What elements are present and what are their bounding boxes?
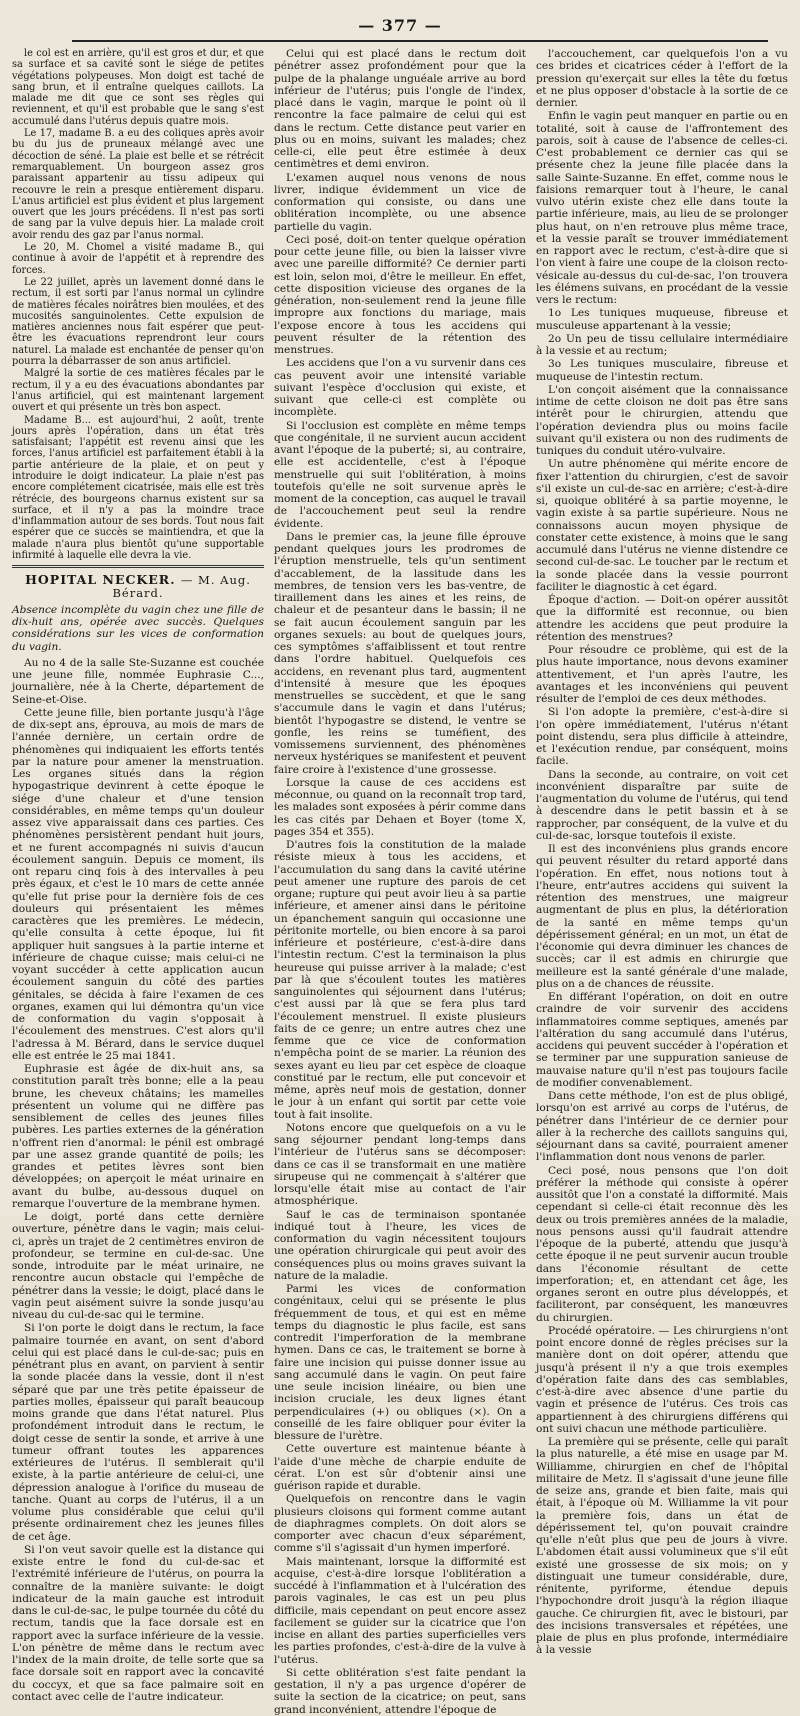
paragraph: Lorsque la cause de ces accidens est méconnue, ou quand on la reconnaît trop tard, les malades sont exposées à périr comme dans les cas cités par Dehaen et Boyer (tome X, pages 354 et 355). [274,776,526,838]
section-author: — M. Aug. Bérard. [112,573,251,600]
page-header [12,10,788,40]
paragraph: Dans cette méthode, l'on est de plus obligé, lorsqu'on est arrivé au corps de l'utérus, de pénétrer dans l'intérieur de ce dernier pour aller à la recherche des caillots sanguins qui, séjournant dans sa cavité, pourraient amener l'inflammation dont nous venons de parler. [536,1090,788,1164]
hospital-name: HOPITAL NECKER. [25,572,176,588]
paragraph: Au no 4 de la salle Ste-Suzanne est couchée une jeune fille, nommée Euphrasie C..., journalière, née à la Cherte, département de Seine-et-Oise. [12,656,264,706]
paragraph: le col est en arrière, qu'il est gros et dur, et que sa surface et sa cavité sont le siége de petites végétations polypeuses. Mon doigt est taché de sang brun, et il entraîne quelques caillots. La malade me dit que ce sont ses règles qui reviennent, et qu'il est probable que le sang s'est accumulé dans l'utérus depuis quatre mois. [12,48,264,127]
page-number: — 377 — [358,16,442,35]
paragraph: Si l'on porte le doigt dans le rectum, la face palmaire tournée en avant, on sent d'abord celui qui est placé dans le cul-de-sac; puis en pénétrant plus en avant, on parvient à sentir la sonde placée dans la vessie, dont il n'est séparé que par une très petite épaisseur de parties molles, épaisseur qui paraît beaucoup moins grande que dans l'état naturel. Plus profondément introduit dans le rectum, le doigt cesse de sentir la sonde, et arrive à une tumeur offrant toutes les apparences extérieures de l'utérus. Il semblerait qu'il existe, à la partie antérieure de celui-ci, une dépression analogue à l'orifice du museau de tanche. Quant au corps de l'utérus, il a un volume plus considérable que celui qu'il présente ordinairement chez les jeunes filles de cet âge. [12,1322,264,1543]
section-divider-top [12,565,264,566]
paragraph: Notons encore que quelquefois on a vu le sang séjourner pendant long-temps dans l'intérieur de l'utérus sans se décomposer: dans ce cas il se transformait en une matière sirupeuse qui ne commençait à s'altérer que lorsqu'elle était mise au contact de l'air atmosphérique. [274,1121,526,1208]
section-divider-bottom [12,567,264,568]
section-heading [12,574,264,599]
paragraph: L'examen auquel nous venons de nous livrer, indique évidemment un vice de conformation qui consiste, ou dans une oblitération incomplète, ou une absence partielle du vagin. [274,171,526,233]
column-left [12,48,264,1703]
case-report-continued [12,48,264,561]
text-columns [12,48,788,1716]
paragraph: Si l'on adopte la première, c'est-à-dire si l'on opère immédiatement, l'utérus n'étant point distendu, sera plus difficile à atteindre, et l'exécution rendue, par conséquent, moins facile. [536,706,788,768]
paragraph: Pour résoudre ce problème, qui est de la plus haute importance, nous devons examiner attentivement, et l'un après l'autre, les avantages et les inconvéniens qui peuvent résulter de l'emploi de ces deux méthodes. [536,644,788,705]
paragraph: Il est des inconvéniens plus grands encore qui peuvent résulter du retard apporté dans l'opération. En effet, nous notions tout à l'heure, entr'autres accidens qui suivent la rétention des menstrues, une maigreur augmentant de plus en plus, la détérioration de la santé en même temps qu'un dépérissement général; en un mot, un état de l'économie qui devra diminuer les chances de succès; car il est admis en chirurgie que meilleure est la santé générale d'une malade, plus on a de chances de réussite. [536,843,788,990]
paragraph: Ceci posé, nous pensons que l'on doit préférer la méthode qui consiste à opérer aussitôt que l'on a constaté la difformité. Mais cependant si celle-ci était reconnue dès les deux ou trois premières années de la maladie, nous pensons aussi qu'il faudrait attendre l'époque de la puberté, attendu que jusqu'à cette époque il ne peut survenir aucun trouble dans l'économie résultant de cette imperforation; et, en attendant cet âge, les organes seront en outre plus développés, et faciliteront, par conséquent, les manœuvres du chirurgien. [536,1164,788,1324]
paragraph: L'on conçoit aisément que la connaissance intime de cette cloison ne doit pas être sans intérêt pour le chirurgien, attendu que l'opération deviendra plus ou moins facile suivant qu'il existera ou non des rudiments de tuniques du conduit utéro-vulvaire. [536,383,788,457]
paragraph: Si l'occlusion est complète en même temps que congénitale, il ne survient aucun accident avant l'époque de la puberté; si, au contraire, elle est accidentelle, c'est à l'époque menstruelle qui suit l'oblitération, à moins toutefois qu'elle ne soit survenue après le moment de la conception, cas auquel le travail de l'accouchement peut seul la rendre évidente. [274,419,526,530]
paragraph: Les accidens que l'on a vu survenir dans ces cas peuvent avoir une intensité variable suivant l'espèce d'occlusion qui existe, et suivant que celle-ci est complète ou incomplète. [274,357,526,419]
paragraph: Sauf le cas de terminaison spontanée indiqué tout à l'heure, les vices de conformation du vagin nécessitent toujours une opération chirurgicale qui peut avoir des conséquences plus ou moins graves suivant la nature de la maladie. [274,1208,526,1282]
paragraph: Dans la seconde, au contraire, on voit cet inconvénient disparaître par suite de l'augmentation du volume de l'utérus, qui tend à descendre dans le petit bassin et à se rapprocher, par conséquent, de la vulve et du cul-de-sac, lorsque toutefois il existe. [536,768,788,842]
paragraph: Époque d'action. — Doit-on opérer aussitôt que la difformité est reconnue, ou bien attendre les accidens que peut produire la rétention des menstrues? [536,594,788,643]
column-middle [274,48,526,1716]
paragraph: D'autres fois la constitution de la malade résiste mieux à tous les accidens, et l'accumulation du sang dans la cavité utérine peut amener une rupture des parois de cet organe; rupture qui peut avoir lieu à sa partie inférieure, et amener ainsi dans le péritoine un épanchement sanguin qui occasionne une péritonite mortelle, ou bien encore à sa paroi inférieure et postérieure, c'est-à-dire dans l'intestin rectum. C'est la terminaison la plus heureuse qui puisse arriver à la malade; c'est par là que s'écoulent toutes les matières sanguinolentes qui séjournent dans l'utérus; c'est aussi par là que se fera plus tard l'écoulement menstruel. Il existe plusieurs faits de ce genre; un entre autres chez une femme que ce vice de conformation n'empêcha point de se marier. La réunion des sexes ayant eu lieu par cet espèce de cloaque constitué par le rectum, elle put concevoir et même, après neuf mois de gestation, donner le jour à un enfant qui sortit par cette voie tout à fait insolite. [274,839,526,1121]
paragraph: Le 22 juillet, après un lavement donné dans le rectum, il est sorti par l'anus normal un cylindre de matières fécales noirâtres bien moulées, et des mucosités sanguinolentes. Cette expulsion de matières anciennes nous fait espérer que peut-être les évacuations reprendront leur cours naturel. La malade est enchantée de penser qu'on pourra la débarrasser de son anus artificiel. [12,276,264,368]
paragraph: Ceci posé, doit-on tenter quelque opération pour cette jeune fille, ou bien la laisser vivre avec une pareille difformité? Ce dernier parti est loin, selon moi, d'être le meilleur. En effet, cette disposition vicieuse des organes de la génération, non-seulement rend la jeune fille impropre aux fonctions du mariage, mais l'expose encore à tous les accidens qui peuvent résulter de la rétention des menstrues. [274,233,526,356]
paragraph: Si cette oblitération s'est faite pendant la gestation, il n'y a pas urgence d'opérer de suite la section de la cicatrice; on peut, sans grand inconvénient, attendre l'époque de [274,1666,526,1716]
paragraph: Parmi les vices de conformation congénitaux, celui qui se présente le plus fréquemment de tous, et qui est en même temps du diagnostic le plus facile, est sans contredit l'imperforation de la membrane hymen. Dans ce cas, le traitement se borne à faire une incision qui puisse donner issue au sang accumulé dans le vagin. On peut faire une seule incision linéaire, ou bien une incision cruciale, les deux lignes étant perpendiculaires (+) ou obliques (×). On a conseillé de les faire obliquer pour éviter la blessure de l'urètre. [274,1283,526,1442]
paragraph: En différant l'opération, on doit en outre craindre de voir survenir des accidens inflammatoires comme septiques, amenés par l'altération du sang accumulé dans l'utérus, accidens qui peuvent succéder à l'opération et se terminer par une suppuration sanieuse de mauvaise nature qu'il n'est pas toujours facile de modifier convenablement. [536,991,788,1089]
paragraph: Quelquefois on rencontre dans le vagin plusieurs cloisons qui forment comme autant de diaphragmes complets. On doit alors se comporter avec chacun d'eux séparément, comme s'il s'agissait d'un hymen imperforé. [274,1493,526,1555]
paragraph: Cette jeune fille, bien portante jusqu'à l'âge de dix-sept ans, éprouva, au mois de mars de l'année dernière, un certain ordre de phénomènes qui indiquaient les efforts tentés par la nature pour amener la menstruation. Les organes situés dans la région hypogastrique devinrent à cette époque le siége d'une chaleur et d'une tension considérables, en même temps qu'un douleur assez vive apparaissait dans ces parties. Ces phénomènes persistèrent pendant huit jours, et ne furent accompagnés ni suivis d'aucun écoulement sanguin. Depuis ce moment, ils ont reparu cinq fois à des intervalles à peu près égaux, et c'est le 10 mars de cette année qu'elle fut prise pour la dernière fois de ces douleurs qui présentaient les mêmes caractères que les premières. Le médecin, qu'elle consulta à cette époque, lui fit appliquer huit sangsues à la partie interne et inférieure de chaque cuisse; mais celui-ci ne voyant succéder à cette application aucun écoulement sanguin du côté des parties génitales, se décida à faire l'examen de ces organes, examen qui lui démontra qu'un vice de conformation du vagin s'opposait à l'écoulement des menstrues. C'est alors qu'il l'adressa à M. Bérard, dans le service duquel elle est entrée le 25 mai 1841. [12,706,264,1062]
paragraph: 2o Un peu de tissu cellulaire intermédiaire à la vessie et au rectum; [536,332,788,357]
article-body-left [12,657,264,1703]
paragraph: Enfin le vagin peut manquer en partie ou en totalité, soit à cause de l'affrontement des parois, soit à cause de l'absence de celles-ci. C'est probablement ce dernier cas qui se présente chez la jeune fille placée dans la salle Sainte-Suzanne. En effet, comme nous le faisions remarquer tout à l'heure, le canal vulvo utérin existe chez elle dans toute la partie inférieure, mais, au lieu de se prolonger plus haut, on n'en retrouve plus même trace, et la vessie paraît se trouver immédiatement en rapport avec le rectum, c'est-à-dire que si l'on vient à faire une coupe de la cloison recto-vésicale au-dessus du cul-de-sac, l'on trouvera les élémens suivans, en procédant de la vessie vers le rectum: [536,110,788,306]
paragraph: 3o Les tuniques musculaire, fibreuse et muqueuse de l'intestin rectum. [536,358,788,383]
paragraph: La première qui se présente, celle qui paraît la plus naturelle, a été mise en usage par M. Williamme, chirurgien en chef de l'hôpital militaire de Metz. Il s'agissait d'une jeune fille de seize ans, grande et bien faite, mais qui était, à l'époque où M. Williamme la vit pour la première fois, dans un état de dépérissement tel, qu'on pouvait craindre qu'elle n'eût plus que peu de jours à vivre. L'abdomen était aussi volumineux que s'il eût existé une grossesse de six mois; on y distinguait une tumeur considérable, dure, rénitente, pyriforme, étendue depuis l'hypochondre droit jusqu'à la région iliaque gauche. Ce chirurgien fit, avec le bistouri, par des incisions transversales et répétées, une plaie de plus en plus profonde, intermédiaire à la vessie [536,1436,788,1657]
paragraph: Le 20, M. Chomel a visité madame B., qui continue à avoir de l'appétit et à reprendre des forces. [12,242,264,276]
header-rule [72,40,768,42]
paragraph: Si l'on veut savoir quelle est la distance qui existe entre le fond du cul-de-sac et l'extrémité inférieure de l'utérus, on pourra la connaître de la manière suivante: le doigt indicateur de la main gauche est introduit dans le cul-de-sac, le pulpe tournée du côté du rectum, tandis que la face dorsale est en rapport avec la surface inférieure de la vessie. L'on pénètre de même dans le rectum avec l'index de la main droite, de telle sorte que sa face dorsale soit en rapport avec la concavité du coccyx, et que sa face palmaire soit en contact avec celle de l'autre indicateur. [12,1543,264,1703]
paragraph: Dans le premier cas, la jeune fille éprouve pendant quelques jours les prodromes de l'éruption menstruelle, tels qu'un sentiment d'accablement, de la lassitude dans les membres, de tension vers les bas-ventre, de tiraillement dans les aines et les reins, de chaleur et de pesanteur dans le bassin; il ne se fait aucun écoulement sanguin par les organes sexuels: au bout de quelques jours, ces symptômes s'affaiblissent et tout rentre dans l'ordre habituel. Quelquefois ces accidens, en revenant plus tard, augmentent d'intensité à mesure que les époques menstruelles se succèdent, et que le sang s'accumule dans le vagin et dans l'utérus; bientôt l'hypogastre se distend, le ventre se gonfle, les reins se tuméfient, des vomissemens surviennent, des phénomènes nerveux hystériques se manifestent et peuvent faire croire à l'existence d'une grossesse. [274,530,526,776]
paragraph: Procédé opératoire. — Les chirurgiens n'ont point encore donné de règles précises sur la manière dont on doit opérer, attendu que jusqu'à présent il n'y a que trois exemples d'opération faite dans des cas semblables, c'est-à-dire avec absence d'une partie du vagin et présence de l'utérus. Ces trois cas appartiennent à des chirurgiens différens qui ont suivi chacun une méthode particulière. [536,1324,788,1435]
paragraph: Le doigt, porté dans cette dernière ouverture, pénètre dans le vagin; mais celui-ci, après un trajet de 2 centimètres environ de profondeur, se termine en cul-de-sac. Une sonde, introduite par le méat urinaire, ne rencontre aucun obstacle qui l'empêche de pénétrer dans la vessie; le doigt, placé dans le vagin peut aisément suivre la sonde jusqu'au niveau du cul-de-sac qui le termine. [12,1211,264,1322]
paragraph: Mais maintenant, lorsque la difformité est acquise, c'est-à-dire lorsque l'oblitération a succédé à l'inflammation et à l'ulcération des parois vaginales, le cas est un peu plus difficile, mais cependant on peut encore assez facilement se guider sur la cicatrice que l'on incise en allant des parties superficielles vers les parties profondes, c'est-à-dire de la vulve à l'utérus. [274,1555,526,1666]
paragraph: Euphrasie est âgée de dix-huit ans, sa constitution paraît très bonne; elle a la peau brune, les cheveux châtains; les mamelles présentent un volume qui ne diffère pas sensiblement de celles des jeunes filles pubères. Les parties externes de la génération n'offrent rien d'anormal: le pénil est ombragé par une assez grande quantité de poils; les grandes et petites lèvres sont bien développées; on aperçoit le méat urinaire en avant du bulbe, au-dessous duquel on remarque l'ouverture de la membrane hymen. [12,1063,264,1210]
paragraph: Malgré la sortie de ces matières fécales par le rectum, il y a eu des évacuations abondantes par l'anus artificiel, qui est maintenant largement ouvert et qui présente un très bon aspect. [12,368,264,414]
paragraph: Celui qui est placé dans le rectum doit pénétrer assez profondément pour que la pulpe de la phalange unguéale arrive au bord inférieur de l'utérus; puis l'ongle de l'index, placé dans le vagin, marque le point où il rencontre la face palmaire de celui qui est dans le rectum. Cette distance peut varier en plus ou en moins, suivant les malades; chez celle-ci, elle peut être estimée à deux centimètres et demi environ. [274,48,526,171]
paragraph: Le 17, madame B. a eu des coliques après avoir bu du jus de pruneaux mélangé avec une décoction de séné. La plaie est belle et se rétrécit remarquablement. Un bourgeon assez gros paraissant appartenir au tissu adipeux qui recouvre le rein a presque entièrement disparu. L'anus artificiel est plus évident et plus largement ouvert que les jours précédens. Il n'est pas sorti de sang par la vulve depuis hier. La malade croit avoir rendu des gaz par l'anus normal. [12,128,264,241]
paragraph: Madame B... est aujourd'hui, 2 août, trente jours après l'opération, dans un état très satisfaisant; l'appétit est revenu ainsi que les forces, l'anus artificiel est parfaitement établi à la partie antérieure de la plaie, et on peut y introduire le doigt indicateur. La plaie n'est pas encore complétement cicatrisée, mais elle est très rétrécie, des bourgeons charnus existent sur sa surface, et il n'y a pas la moindre trace d'inflammation autour de ses bords. Tout nous fait espérer que ce succès se maintiendra, et que la malade n'aura plus bientôt qu'une supportable infirmité à laquelle elle devra la vie. [12,414,264,562]
column-right [536,48,788,1657]
article-subtitle: Absence incomplète du vagin chez une fille de dix-huit ans, opérée avec succès. Quelques considérations sur les vices de conformation du vagin. [12,603,264,653]
paragraph: l'accouchement, car quelquefois l'on a vu ces brides et cicatrices céder à l'effort de la pression qu'exerçait sur elles la tête du fœtus et ne plus opposer d'obstacle à la sortie de ce dernier. [536,48,788,109]
paragraph: Un autre phénomène qui mérite encore de fixer l'attention du chirurgien, c'est de savoir s'il existe un cul-de-sac en arrière; c'est-à-dire si, quoique oblitéré à sa partie moyenne, le vagin existe à sa partie supérieure. Nous ne connaissons aucun moyen physique de constater cette existence, à moins que le sang accumulé dans l'utérus ne vienne distendre ce second cul-de-sac. Le toucher par le rectum et la sonde placée dans la vessie pourront faciliter le diagnostic à cet égard. [536,458,788,593]
paragraph: Cette ouverture est maintenue béante à l'aide d'une mèche de charpie enduite de cérat. L'on est sûr d'obtenir ainsi une guérison rapide et durable. [274,1443,526,1492]
paragraph: 1o Les tuniques muqueuse, fibreuse et musculeuse appartenant à la vessie; [536,307,788,332]
